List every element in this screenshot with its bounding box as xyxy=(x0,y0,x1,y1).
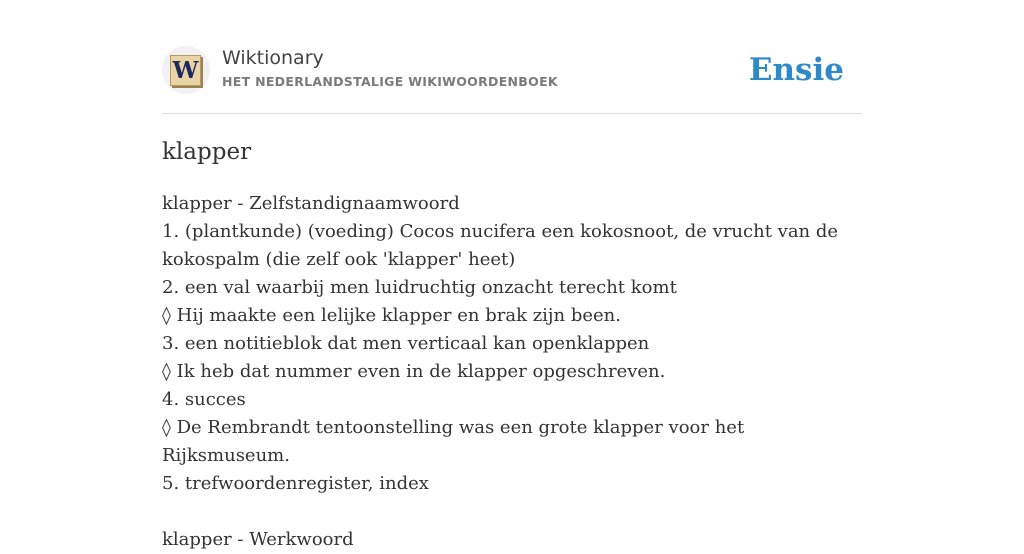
sense-1: 1. (plantkunde) (voeding) Cocos nucifera een kokosnoot, de vrucht van de kokospalm (die zelf ook 'klapper' heet) xyxy=(162,221,839,270)
logo-tile-icon xyxy=(170,55,201,86)
sense-4: 4. succes xyxy=(162,389,246,410)
sense-2: 2. een val waarbij men luidruchtig onzacht terecht komt xyxy=(162,277,677,298)
sense-5: 5. trefwoordenregister, index xyxy=(162,473,429,494)
example-3: ◊ Ik heb dat nummer even in de klapper opgeschreven. xyxy=(162,361,666,382)
page-title: klapper xyxy=(162,139,252,165)
sense-3: 3. een notitieblok dat men verticaal kan openklappen xyxy=(162,333,650,354)
section-gap xyxy=(162,498,852,526)
part-of-speech-line: klapper - Zelfstandignaamwoord xyxy=(162,193,460,214)
ensie-brand-link[interactable]: Ensie xyxy=(748,52,844,88)
example-4: ◊ De Rembrandt tentoonstelling was een grote klapper voor het Rijksmuseum. xyxy=(162,417,745,466)
site-subtitle: HET NEDERLANDSTALIGE WIKIWOORDENBOEK xyxy=(222,74,558,89)
part-of-speech-line-2: klapper - Werkwoord xyxy=(162,529,354,550)
header-divider xyxy=(162,113,862,114)
site-header xyxy=(162,46,862,96)
logo-letter: W xyxy=(172,57,199,84)
wiktionary-logo[interactable] xyxy=(162,46,210,94)
example-2: ◊ Hij maakte een lelijke klapper en brak zijn been. xyxy=(162,305,621,326)
definition-content xyxy=(162,190,852,554)
site-title[interactable]: Wiktionary xyxy=(222,47,324,69)
